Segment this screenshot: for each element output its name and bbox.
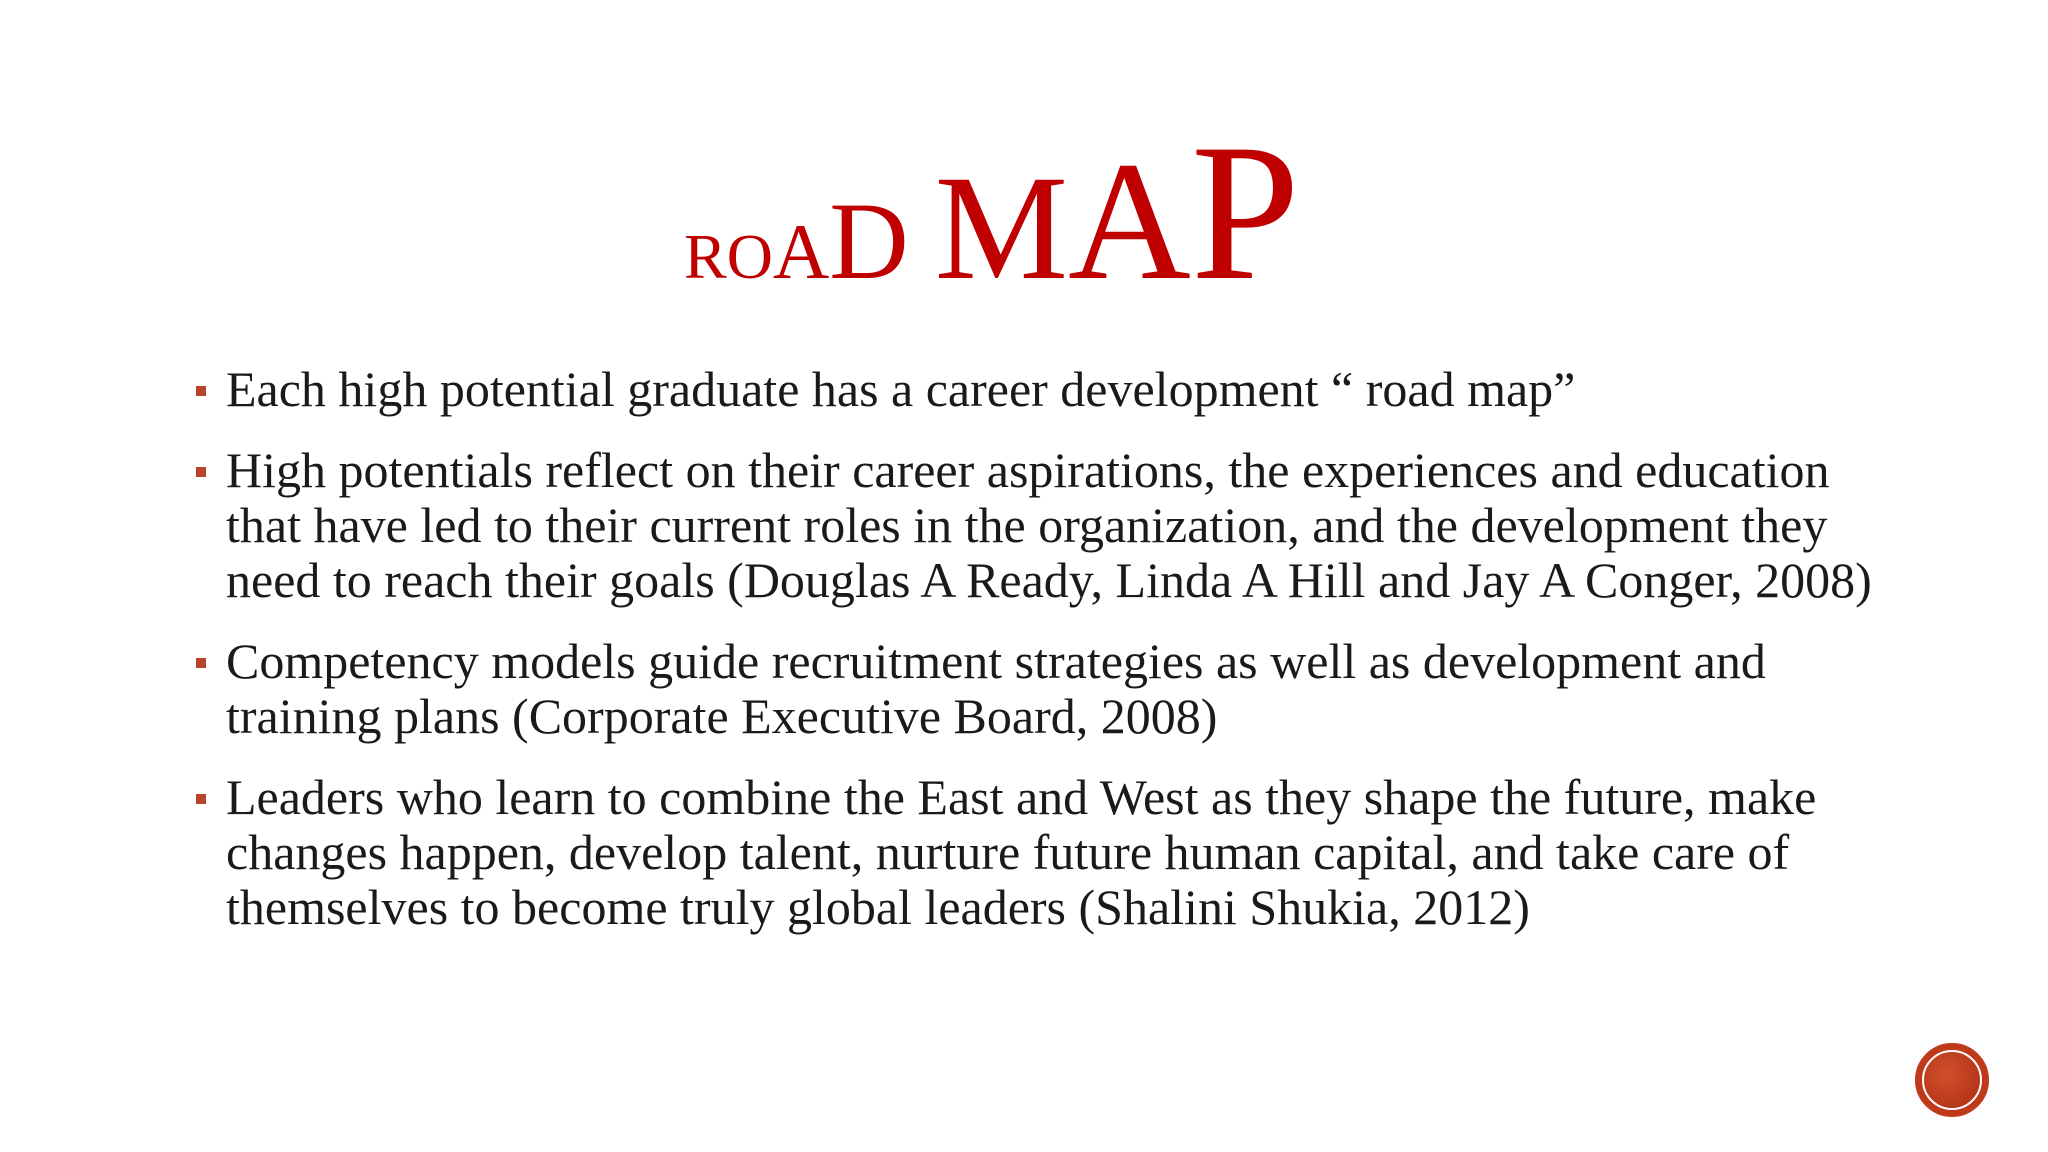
square-bullet-icon — [196, 386, 206, 396]
bullet-item — [196, 770, 1876, 935]
title-letter: A — [1068, 127, 1191, 315]
bullet-text: Competency models guide recruitment strategies as well as development and training plans (Corporate Executive Board, 2008) — [226, 633, 1766, 744]
title-letter: O — [726, 221, 773, 292]
bullet-list — [196, 362, 1876, 961]
square-bullet-icon — [196, 794, 206, 804]
bullet-item — [196, 634, 1876, 744]
bullet-text: High potentials reflect on their career aspirations, the experiences and education that have led to their current roles in the organization, and the development they need to reach their goals (Douglas A Ready, Linda A Hill and Jay A Conger, 2008) — [226, 442, 1872, 608]
bullet-item — [196, 362, 1876, 417]
title-letter: M — [934, 145, 1069, 311]
bullet-text: Leaders who learn to combine the East and West as they shape the future, make changes happen, develop talent, nurture future human capital, and take care of themselves to become truly global leaders (Shalini Shukia, 2012) — [226, 769, 1817, 935]
title-letter: R — [684, 221, 727, 292]
title-letter: D — [829, 180, 909, 302]
nav-button-inner — [1922, 1050, 1982, 1110]
circle-nav-icon[interactable] — [1915, 1043, 1989, 1117]
title-letter: A — [772, 208, 830, 295]
slide-title — [684, 104, 1300, 321]
bullet-item — [196, 443, 1876, 608]
square-bullet-icon — [196, 658, 206, 668]
bullet-text: Each high potential graduate has a career development “ road map” — [226, 361, 1576, 417]
title-letter: P — [1190, 104, 1300, 321]
square-bullet-icon — [196, 467, 206, 477]
